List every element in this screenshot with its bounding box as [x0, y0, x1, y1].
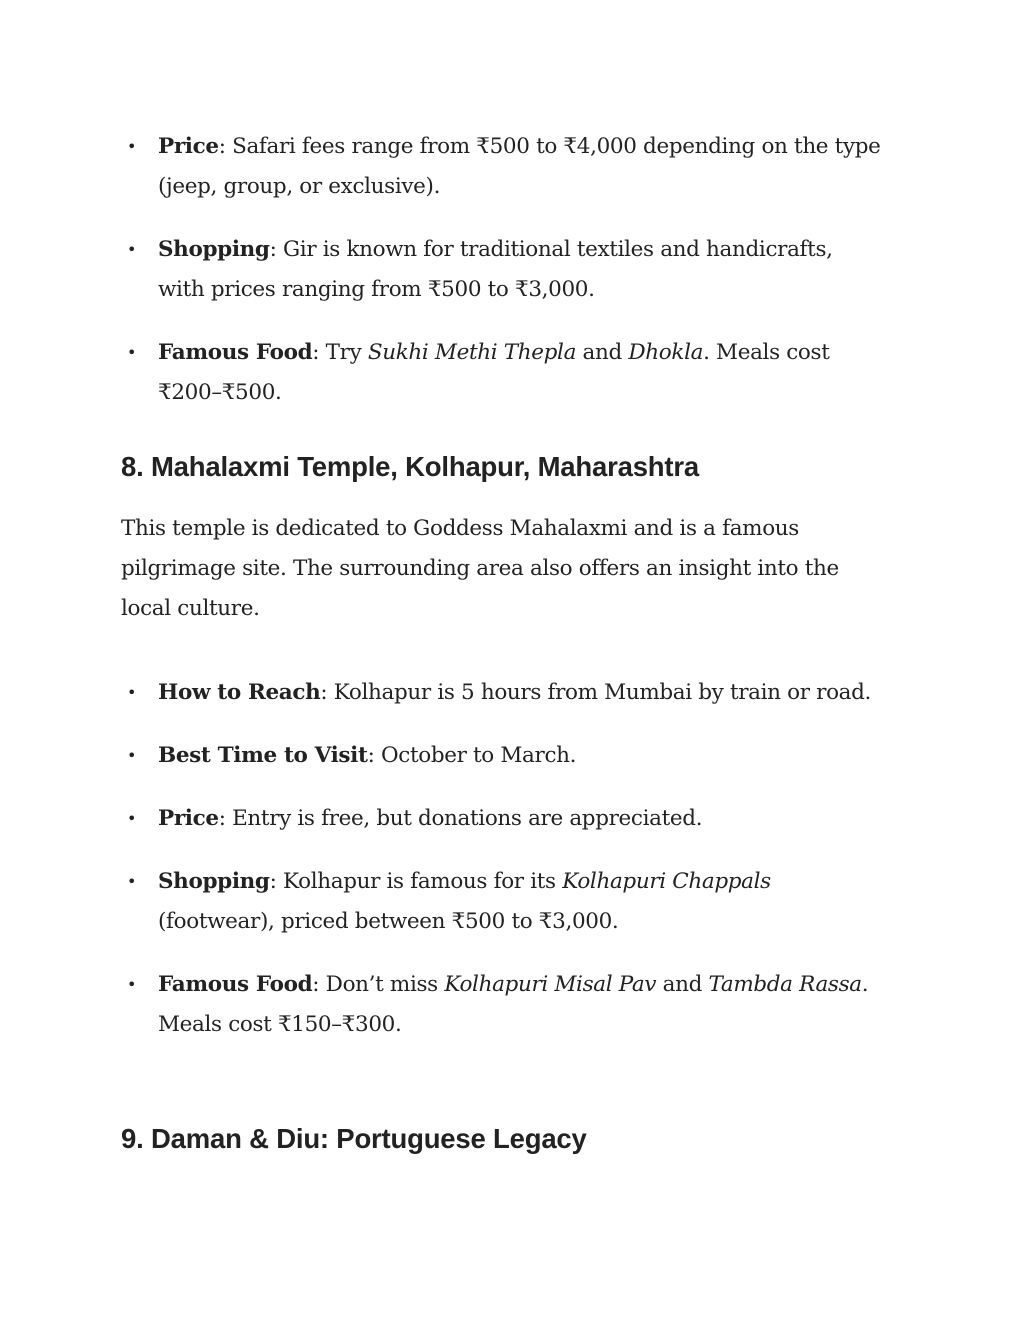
list-item-label: Shopping — [158, 869, 270, 894]
list-item-label: Famous Food — [158, 340, 313, 365]
list-item-label: Famous Food — [158, 972, 313, 997]
list-item-text: . Meals cost ₹200–₹500. — [158, 340, 830, 405]
list-item — [121, 736, 881, 776]
list-item-text: : Don’t miss — [312, 972, 445, 997]
list-item-text: : Gir is known for traditional textiles and handicrafts, with prices ranging from ₹500 to ₹3,000. — [158, 237, 833, 302]
section-heading-daman-diu: 9. Daman & Diu: Portuguese Legacy — [121, 1123, 587, 1154]
list-item-text: : Try — [312, 340, 368, 365]
list-item — [121, 862, 881, 942]
list-item-text: and — [656, 972, 709, 997]
list-item-label: Price — [158, 134, 219, 159]
list-item-emphasis: Dhokla — [628, 340, 704, 365]
list-item-label: Best Time to Visit — [158, 743, 368, 768]
list-item-label: Shopping — [158, 237, 270, 262]
list-item-text: : Entry is free, but donations are appreciated. — [218, 806, 703, 831]
list-item — [121, 127, 881, 207]
list-item-emphasis: Kolhapuri Chappals — [562, 869, 771, 894]
list-item-text: and — [576, 340, 629, 365]
list-item-emphasis: Sukhi Methi Thepla — [367, 340, 577, 365]
list-item-text: : Safari fees range from ₹500 to ₹4,000 depending on the type (jeep, group, or exclusive). — [158, 134, 881, 199]
mahalaxmi-details-list — [121, 673, 881, 1068]
list-item — [121, 673, 881, 713]
list-item — [121, 230, 881, 310]
list-item-text: . Meals cost ₹150–₹300. — [158, 972, 869, 1037]
list-item-label: How to Reach — [158, 680, 321, 705]
list-item — [121, 965, 881, 1045]
gir-details-list — [121, 127, 881, 436]
list-item-text: (footwear), priced between ₹500 to ₹3,000. — [158, 909, 619, 934]
list-item — [121, 799, 881, 839]
section-intro-paragraph: This temple is dedicated to Goddess Mahalaxmi and is a famous pilgrimage site. The surrounding area also offers an insight into the local culture. — [121, 516, 839, 621]
section-heading-mahalaxmi-temple: 8. Mahalaxmi Temple, Kolhapur, Maharashtra — [121, 451, 699, 482]
list-item-label: Price — [158, 806, 219, 831]
list-item-text: : Kolhapur is famous for its — [269, 869, 563, 894]
list-item-emphasis: Kolhapuri Misal Pav — [444, 972, 657, 997]
list-item-text: : October to March. — [367, 743, 577, 768]
list-item — [121, 333, 881, 413]
list-item-emphasis: Tambda Rassa — [708, 972, 862, 997]
list-item-text: : Kolhapur is 5 hours from Mumbai by train or road. — [320, 680, 872, 705]
